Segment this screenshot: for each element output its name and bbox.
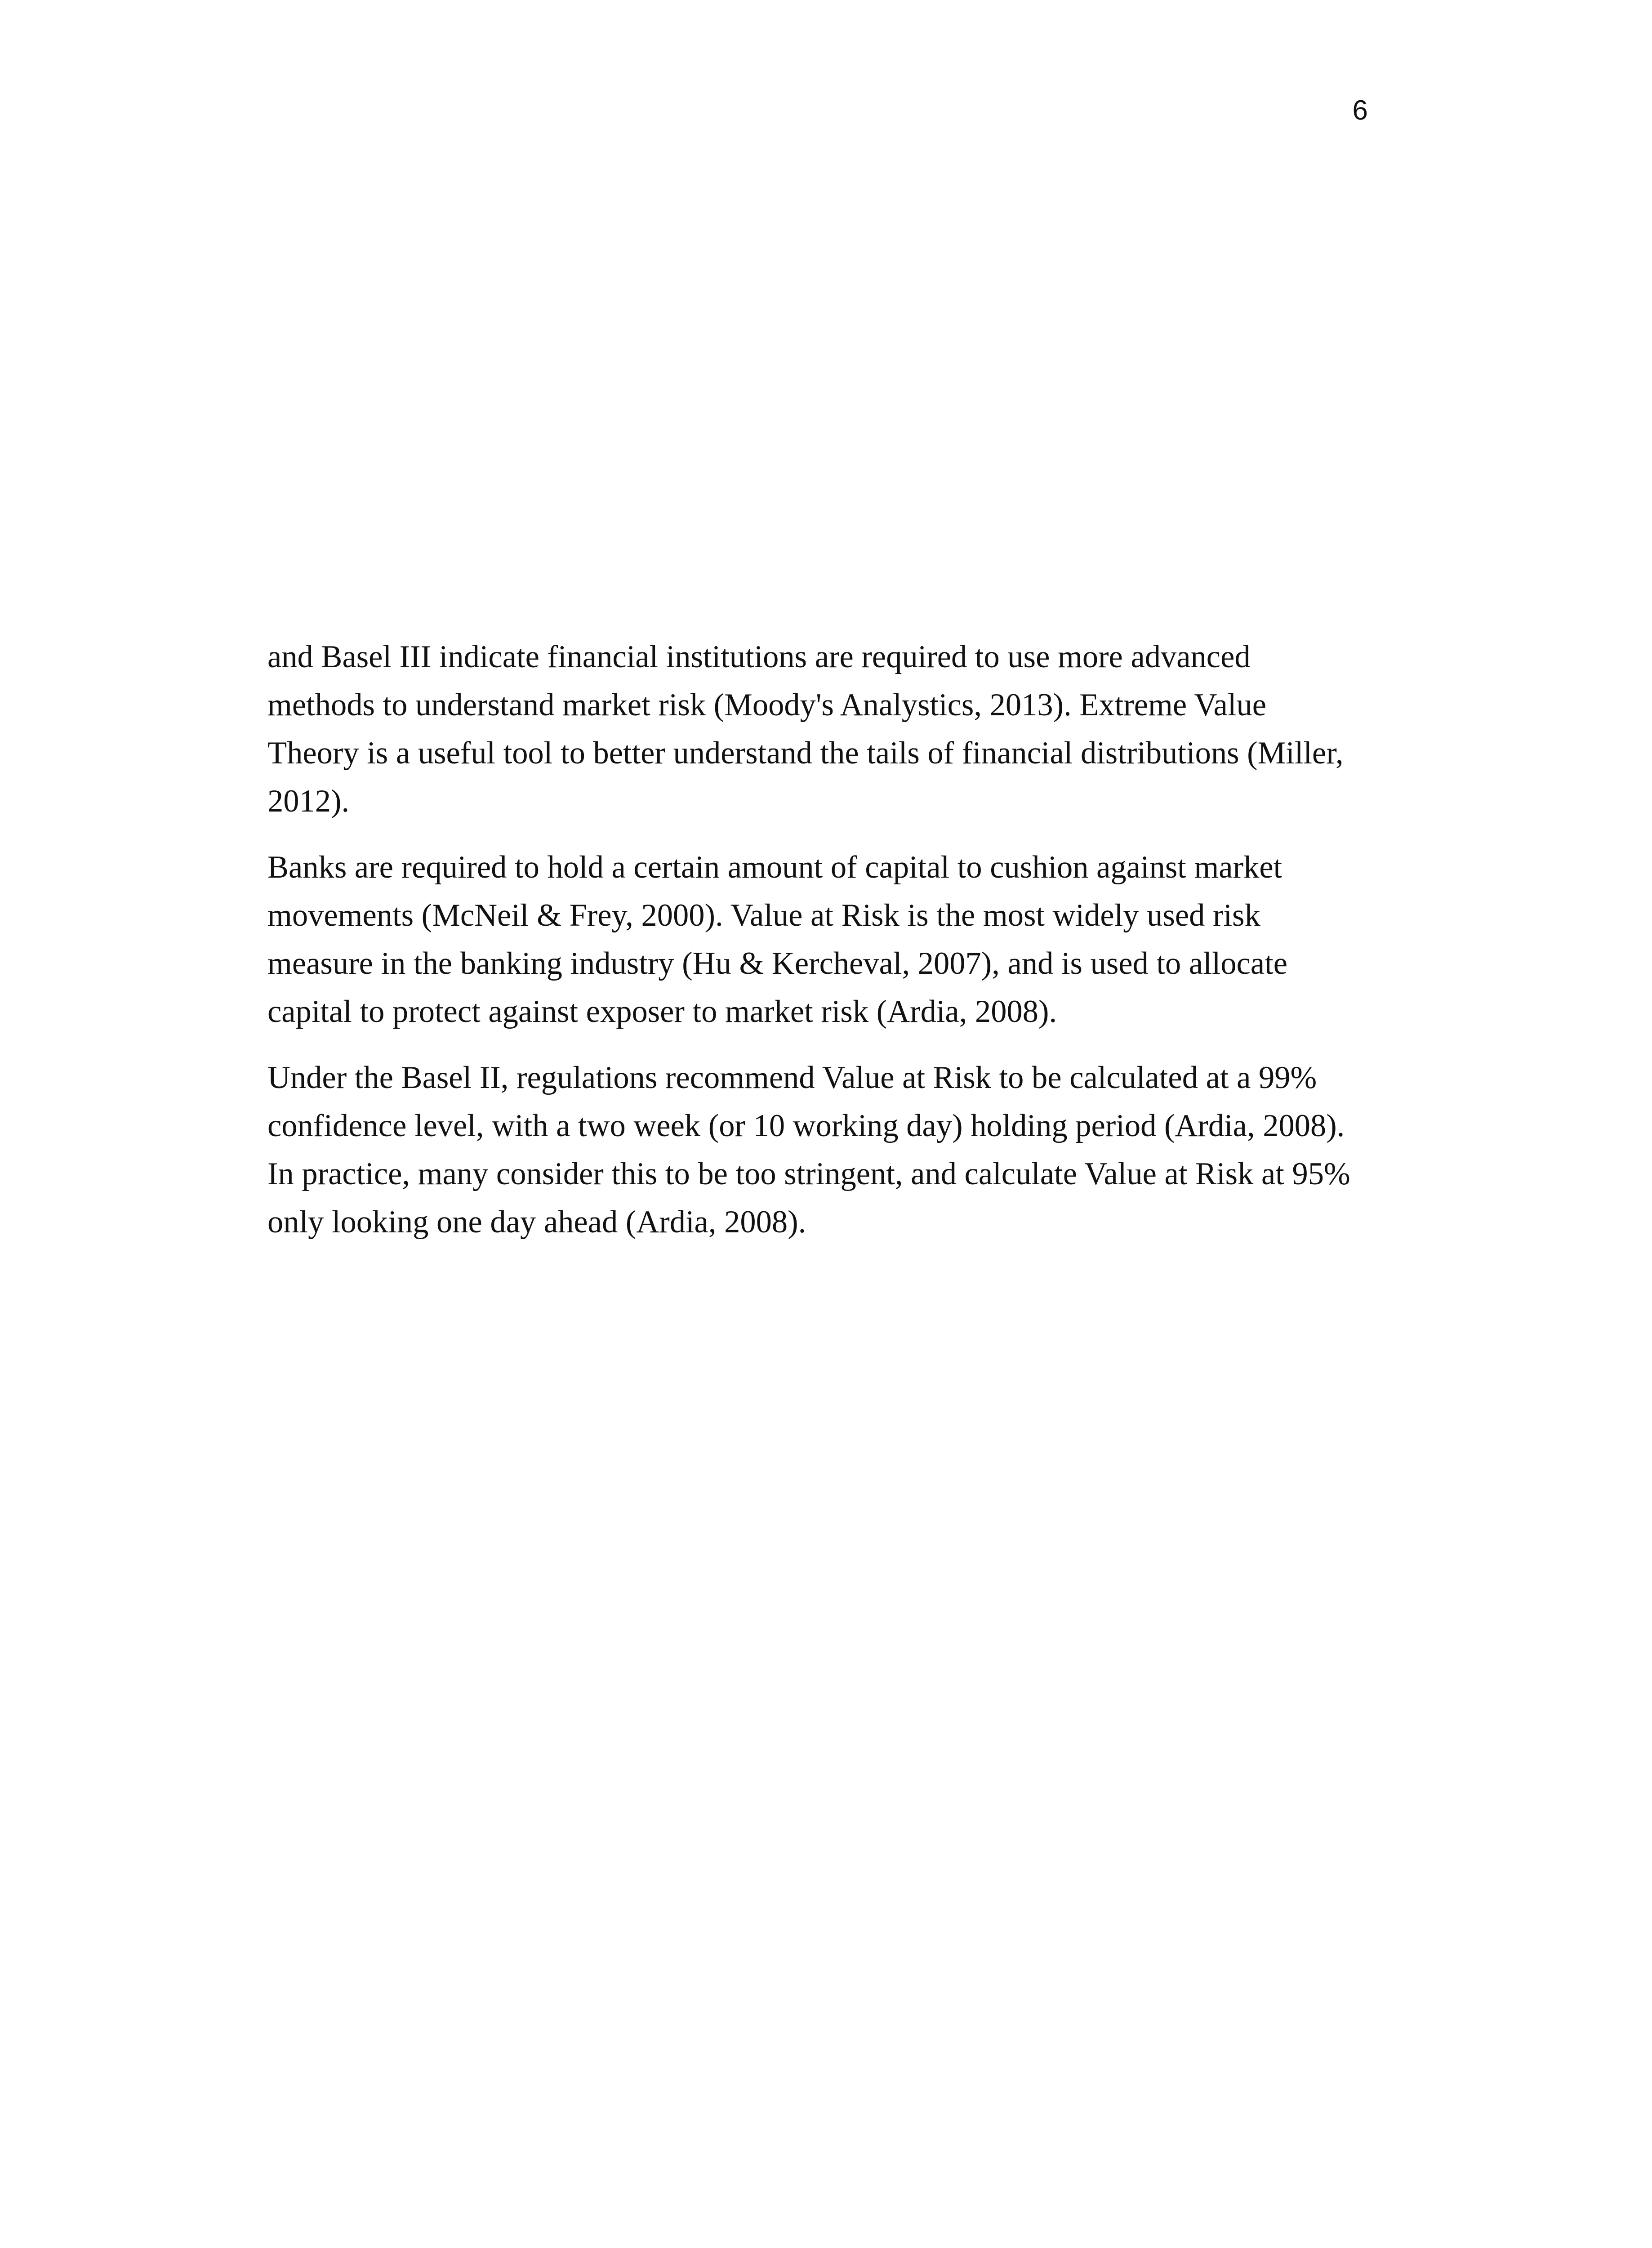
paragraph-basel-ii <box>267 1054 1373 1246</box>
text-line: and Basel III indicate financial institutions are required to use more advanced <box>267 639 1251 674</box>
text-line: Under the Basel II, regulations recommend Value at Risk to be calculated at a 99% <box>267 1060 1317 1095</box>
text-line: 2012). <box>267 784 350 819</box>
text-line: methods to understand market risk (Moody's Analystics, 2013). Extreme Value <box>267 687 1266 723</box>
paragraph-bank-capital <box>267 843 1373 1036</box>
text-line: confidence level, with a two week (or 10 working day) holding period (Ardia, 2008). <box>267 1108 1345 1143</box>
text-line: movements (McNeil & Frey, 2000). Value at Risk is the most widely used risk <box>267 898 1260 933</box>
text-line: Banks are required to hold a certain amount of capital to cushion against market <box>267 850 1282 885</box>
body-text <box>267 633 1373 1264</box>
text-line: In practice, many consider this to be too stringent, and calculate Value at Risk at 95% <box>267 1156 1350 1191</box>
text-line: capital to protect against exposer to market risk (Ardia, 2008). <box>267 994 1057 1029</box>
text-line: Theory is a useful tool to better understand the tails of financial distributions (Miller, <box>267 736 1344 771</box>
page-number: 6 <box>1352 95 1368 126</box>
text-line: measure in the banking industry (Hu & Kercheval, 2007), and is used to allocate <box>267 946 1288 981</box>
paragraph-basel-iii <box>267 633 1373 825</box>
text-line: only looking one day ahead (Ardia, 2008). <box>267 1204 806 1240</box>
